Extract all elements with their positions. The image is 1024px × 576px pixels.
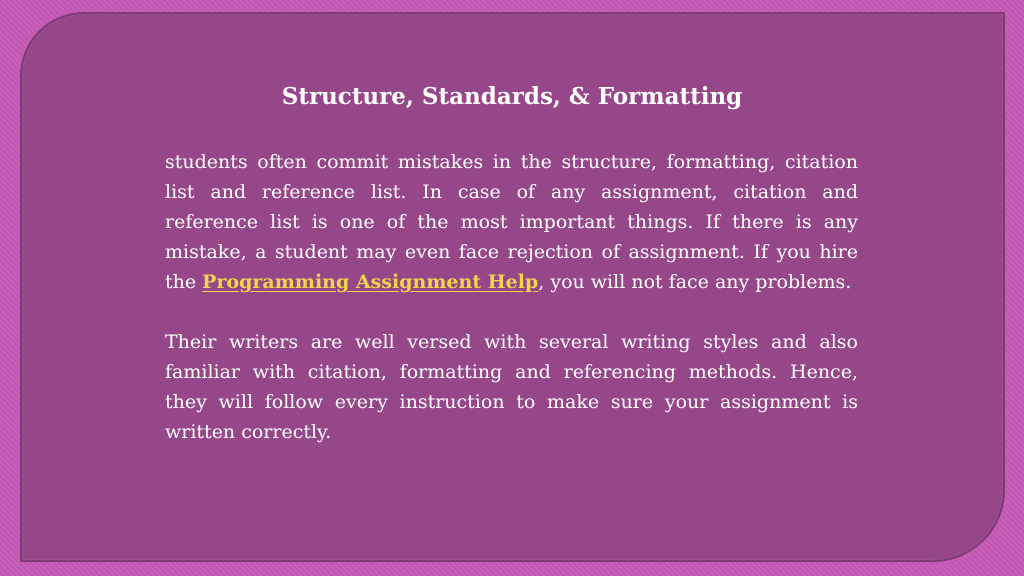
paragraph-writers: Their writers are well versed with several writing styles and also familiar with citation, formatting and referencing methods. Hence, they will follow every instruction to make sure your assignment is written correctly. [165,331,858,443]
slide-body [165,147,858,447]
programming-assignment-help-link[interactable]: Programming Assignment Help [202,271,539,293]
slide-title: Structure, Standards, & Formatting [281,83,743,110]
paragraph-structure [165,147,858,297]
paragraph-structure-text: students often commit mistakes in the structure, formatting, citation list and reference list. In case of any assignment, citation and reference list is one of the most important things. If there is any mistake, a student may even face rejection of assignment. If you hire the [165,151,858,293]
paragraph-structure-tail: , you will not face any problems. [538,271,852,293]
